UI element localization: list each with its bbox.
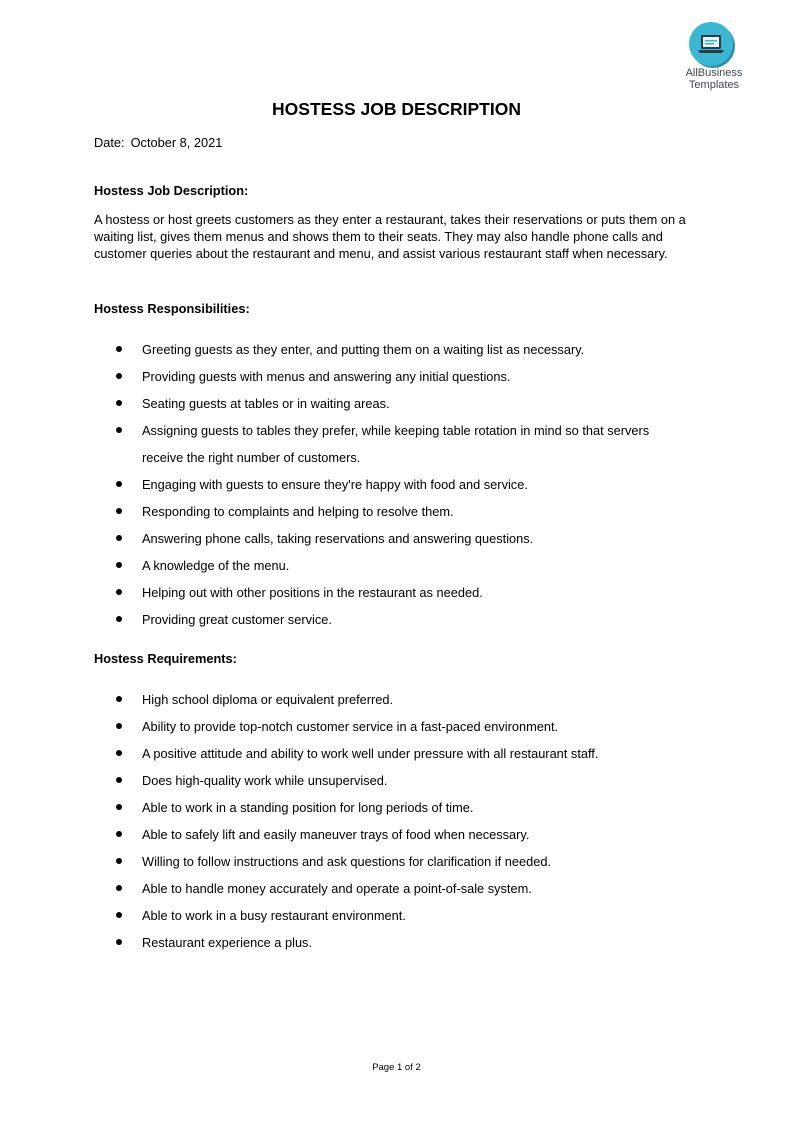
logo-circle bbox=[689, 22, 733, 66]
list-item bbox=[0, 336, 682, 363]
list-item-text: High school diploma or equivalent preferred. bbox=[142, 692, 394, 707]
list-item-text: Answering phone calls, taking reservations and answering questions. bbox=[142, 531, 534, 546]
list-item bbox=[0, 848, 682, 875]
bullet-icon bbox=[116, 885, 122, 891]
document-title: HOSTESS JOB DESCRIPTION bbox=[272, 99, 521, 119]
description-paragraph: A hostess or host greets customers as they enter a restaurant, takes their reservations or puts them on a waiting list, gives them menus and shows them to their seats. They may also handle phone calls and customer queries about the restaurant and menu, and assist various restaurant staff when necessary. bbox=[94, 212, 686, 261]
list-item-text: Engaging with guests to ensure they're happy with food and service. bbox=[142, 477, 528, 492]
list-item bbox=[0, 363, 682, 390]
bullet-icon bbox=[116, 831, 122, 837]
list-item bbox=[0, 794, 682, 821]
list-item-text: Restaurant experience a plus. bbox=[142, 935, 313, 950]
list-item bbox=[0, 740, 682, 767]
list-item bbox=[0, 875, 682, 902]
bullet-icon bbox=[116, 535, 122, 541]
list-item-text: A knowledge of the menu. bbox=[142, 558, 290, 573]
bullet-icon bbox=[116, 346, 122, 352]
list-item bbox=[0, 902, 682, 929]
bullet-icon bbox=[116, 777, 122, 783]
bullet-icon bbox=[116, 508, 122, 514]
page-number: Page 1 of 2 bbox=[372, 1062, 421, 1073]
bullet-icon bbox=[116, 723, 122, 729]
bullet-icon bbox=[116, 696, 122, 702]
date-row bbox=[94, 134, 222, 151]
list-item-text: Able to work in a standing position for long periods of time. bbox=[142, 800, 474, 815]
bullet-icon bbox=[116, 481, 122, 487]
bullet-icon bbox=[116, 373, 122, 379]
company-logo bbox=[676, 22, 754, 94]
list-item-text: Providing great customer service. bbox=[142, 612, 332, 627]
bullet-icon bbox=[116, 939, 122, 945]
bullet-icon bbox=[116, 616, 122, 622]
responsibilities-heading: Hostess Responsibilities: bbox=[94, 301, 250, 316]
bullet-icon bbox=[116, 858, 122, 864]
list-item bbox=[0, 390, 682, 417]
list-item-text: Responding to complaints and helping to resolve them. bbox=[142, 504, 454, 519]
bullet-icon bbox=[116, 804, 122, 810]
bullet-icon bbox=[116, 750, 122, 756]
list-item-text: Willing to follow instructions and ask questions for clarification if needed. bbox=[142, 854, 551, 869]
responsibilities-list bbox=[0, 336, 793, 633]
list-item-text: A positive attitude and ability to work well under pressure with all restaurant staff. bbox=[142, 746, 599, 761]
list-item-text: Providing guests with menus and answering any initial questions. bbox=[142, 369, 511, 384]
bullet-icon bbox=[116, 400, 122, 406]
logo-text-line1: AllBusiness bbox=[685, 67, 743, 79]
laptop-icon bbox=[689, 22, 733, 66]
bullet-icon bbox=[116, 427, 122, 433]
list-item-text: Helping out with other positions in the restaurant as needed. bbox=[142, 585, 483, 600]
list-item-text: Seating guests at tables or in waiting areas. bbox=[142, 396, 390, 411]
list-item bbox=[0, 579, 682, 606]
list-item-text: Able to handle money accurately and operate a point-of-sale system. bbox=[142, 881, 532, 896]
list-item bbox=[0, 686, 682, 713]
list-item bbox=[0, 821, 682, 848]
logo-text bbox=[676, 67, 752, 91]
list-item-text: Ability to provide top-notch customer service in a fast-paced environment. bbox=[142, 719, 559, 734]
date-label: Date: bbox=[94, 135, 125, 150]
requirements-list bbox=[0, 686, 793, 956]
bullet-icon bbox=[116, 562, 122, 568]
list-item bbox=[0, 767, 682, 794]
date-value: October 8, 2021 bbox=[130, 135, 223, 150]
list-item-text: Able to work in a busy restaurant environment. bbox=[142, 908, 406, 923]
list-item-text: Does high-quality work while unsupervised. bbox=[142, 773, 388, 788]
list-item bbox=[0, 929, 682, 956]
bullet-icon bbox=[116, 589, 122, 595]
list-item bbox=[0, 525, 682, 552]
list-item bbox=[0, 606, 682, 633]
bullet-icon bbox=[116, 912, 122, 918]
list-item bbox=[0, 498, 682, 525]
list-item bbox=[0, 471, 682, 498]
list-item-text: Greeting guests as they enter, and putting them on a waiting list as necessary. bbox=[142, 342, 585, 357]
list-item-text: Able to safely lift and easily maneuver trays of food when necessary. bbox=[142, 827, 530, 842]
description-heading: Hostess Job Description: bbox=[94, 183, 249, 198]
list-item bbox=[0, 552, 682, 579]
list-item bbox=[0, 417, 682, 471]
list-item-text: Assigning guests to tables they prefer, while keeping table rotation in mind so that servers receive the right number of customers. bbox=[142, 423, 650, 465]
logo-text-line2: Templates bbox=[688, 79, 740, 91]
list-item bbox=[0, 713, 682, 740]
requirements-heading: Hostess Requirements: bbox=[94, 651, 237, 666]
